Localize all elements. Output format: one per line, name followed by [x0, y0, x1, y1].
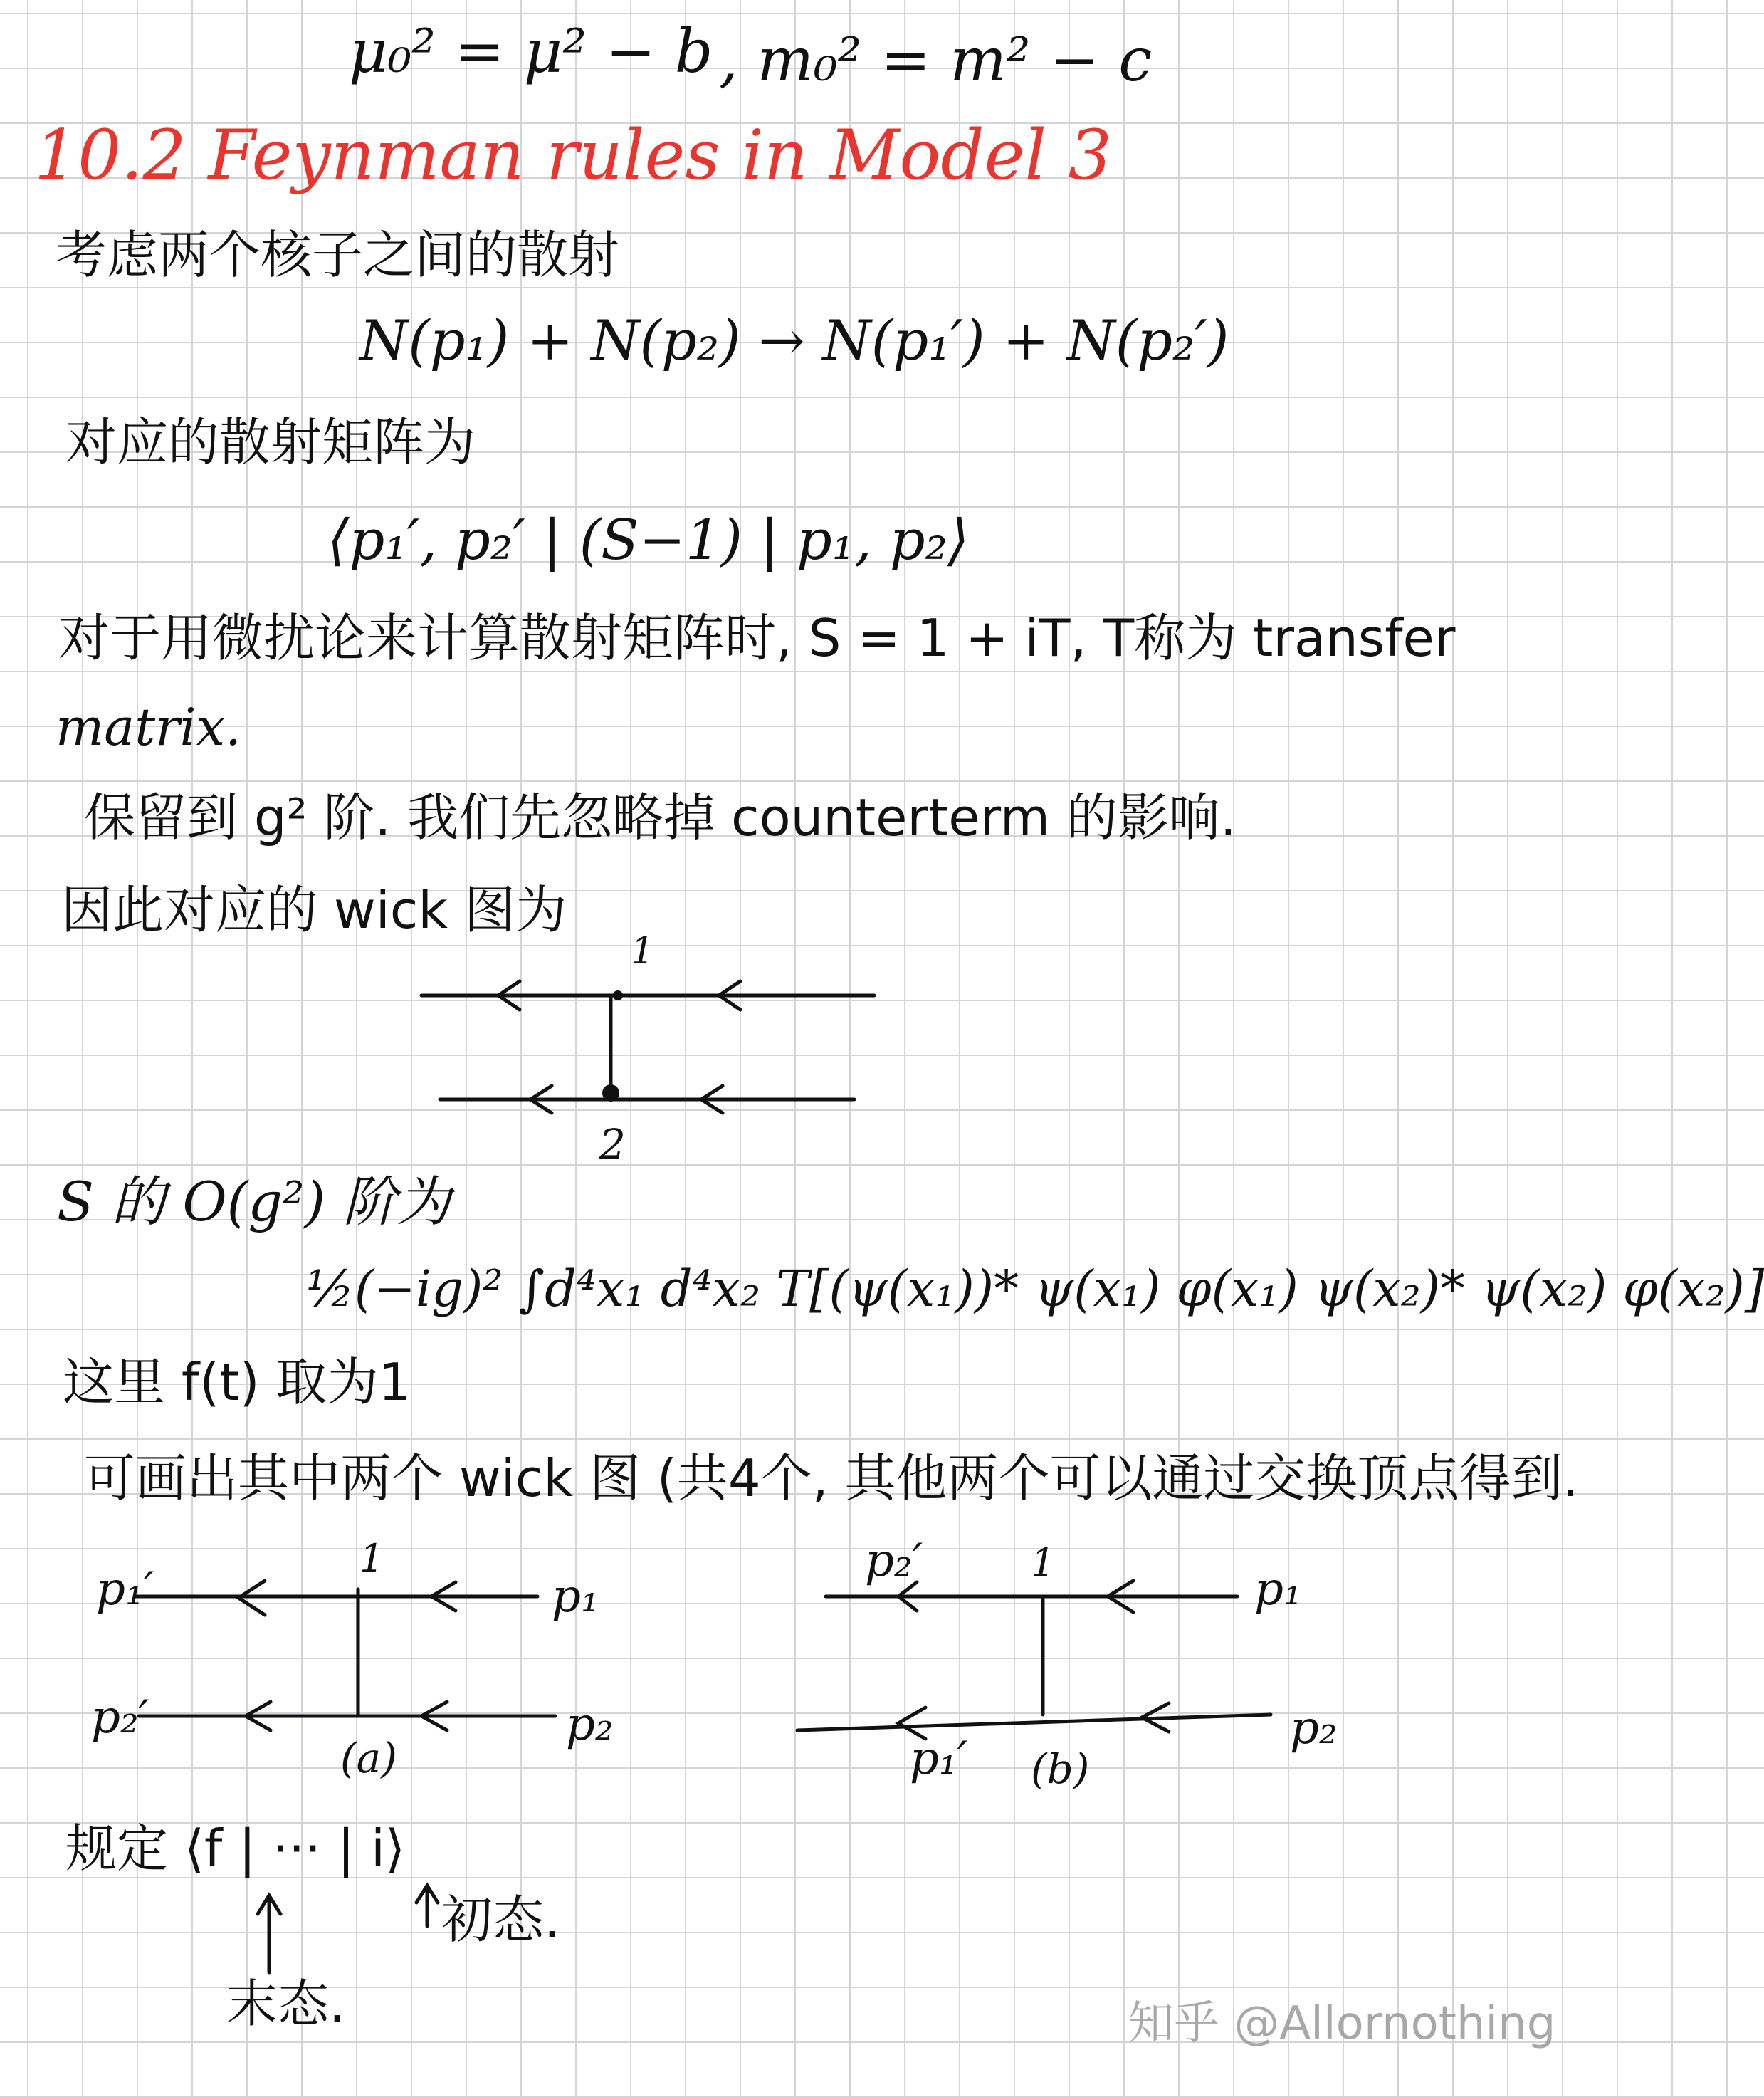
diagram-b-caption: (b) — [1031, 1745, 1090, 1793]
text-line-5: 对于用微扰论来计算散射矩阵时, S = 1 + iT, T称为 transfer — [58, 608, 1456, 668]
text-line-6: matrix. — [56, 697, 242, 757]
diagram-a-p1: p₁ — [552, 1570, 599, 1623]
text-line-1: 考虑两个核子之间的散射 — [56, 225, 620, 285]
text-line-3: 对应的散射矩阵为 — [65, 412, 476, 472]
equation-scattering: N(p₁) + N(p₂) → N(p₁′) + N(p₂′) — [359, 309, 1229, 373]
text-line-12: 可画出其中两个 wick 图 (共4个, 其他两个可以通过交换顶点得到. — [84, 1448, 1579, 1508]
annotation-initial-state: 初态. — [441, 1890, 560, 1950]
wick-vertex-2-label: 2 — [599, 1120, 626, 1168]
equation-matrix-element: ⟨p₁′, p₂′ | (S−1) | p₁, p₂⟩ — [327, 508, 970, 572]
diagram-b-p2: p₂ — [1290, 1702, 1338, 1755]
header-eq-mu: μ₀² = μ² − b — [349, 16, 713, 86]
wick-vertex-1-label: 1 — [631, 930, 655, 973]
equation-second-order: ½(−ig)² ∫d⁴x₁ d⁴x₂ T[(ψ(x₁))* ψ(x₁) φ(x₁) ψ(x₂)* ψ(x₂) φ(x₂)] — [306, 1260, 1764, 1318]
watermark: 知乎 @Allornothing — [1128, 1997, 1556, 2050]
diagram-a-p2-prime: p₂′ — [91, 1691, 149, 1744]
header-eq-m: , m₀² = m² − c — [719, 25, 1153, 95]
annotation-final-state: 末态. — [226, 1974, 345, 2034]
diagram-b-p1-prime: p₁′ — [910, 1732, 968, 1785]
text-line-9: S 的 O(g²) 阶为 — [57, 1170, 451, 1233]
text-line-13: 规定 ⟨f | ··· | i⟩ — [65, 1819, 406, 1878]
text-line-8: 因此对应的 wick 图为 — [61, 880, 567, 940]
text-line-7: 保留到 g² 阶. 我们先忽略掉 counterterm 的影响. — [84, 788, 1237, 847]
diagram-b-p1: p₁ — [1254, 1563, 1302, 1616]
diagram-a-p1-prime: p₁′ — [96, 1563, 154, 1616]
text-line-11: 这里 f(t) 取为1 — [63, 1352, 411, 1412]
diagram-b-vertex-label: 1 — [1031, 1540, 1056, 1585]
diagram-a-caption: (a) — [340, 1734, 397, 1782]
diagram-a-vertex-label: 1 — [359, 1536, 384, 1581]
diagram-b-p2-prime: p₂′ — [865, 1534, 923, 1587]
section-title: 10.2 Feynman rules in Model 3 — [34, 115, 1112, 195]
diagram-a-p2: p₂ — [566, 1698, 614, 1751]
